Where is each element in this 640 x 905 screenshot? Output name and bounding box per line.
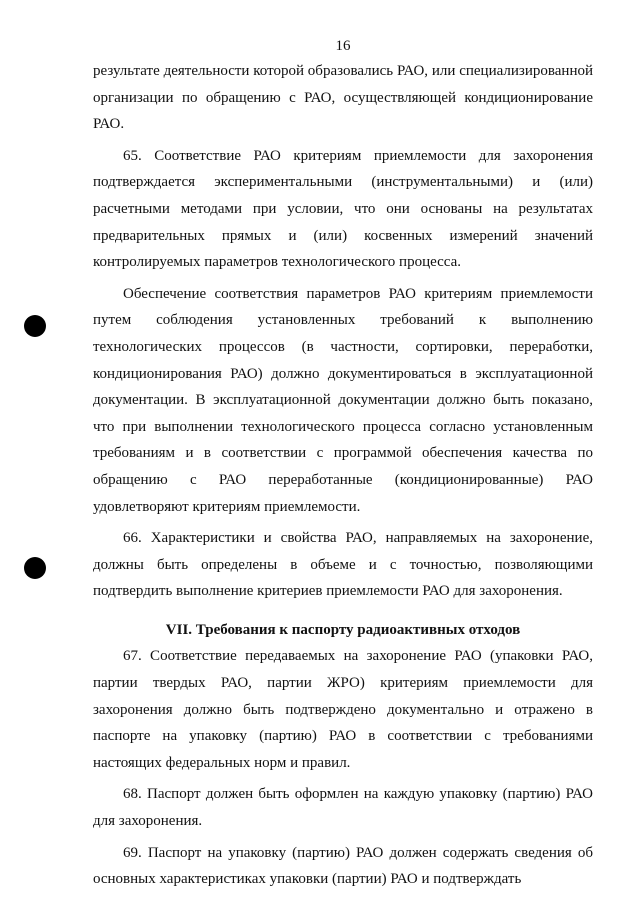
paragraph-67: 67. Соответствие передаваемых на захоронение РАО (упаковки РАО, партии твердых РАО, партии ЖРО) критериям приемлемости для захоронения должно быть подтверждено документально и отражено в паспорте на упаковку (партию) РАО в соответствии с требованиями настоящих федеральных норм и правил. [93,648,593,771]
paragraph-65-continued: Обеспечение соответствия параметров РАО критериям приемлемости путем соблюдения установленных требований к выполнению технологических процессов (в частности, сортировки, переработки, кондиционирования РАО) должно документироваться в эксплуатационной документации. В эксплуатационной документации должно быть показано, что при выполнении технологического процесса согласно установленным требованиям и в соответствии с программой обеспечения качества по обращению с РАО переработанные (кондиционированные) РАО удовлетворяют критериям приемлемости. [93,285,593,515]
paragraph-continuation: результате деятельности которой образовались РАО, или специализированной организации по обращению с РАО, осуществляющей кондиционирование РАО. [93,63,593,133]
punch-hole-mark [24,557,46,579]
section-heading: VII. Требования к паспорту радиоактивных отходов [165,621,521,638]
paragraph-68: 68. Паспорт должен быть оформлен на каждую упаковку (партию) РАО для захоронения. [93,786,593,830]
paragraph-65: 65. Соответствие РАО критериям приемлемости для захоронения подтверждается экспериментальными (инструментальными) и (или) расчетными методами при условии, что они основаны на результатах предварительных прямых и (или) косвенных измерений значений контролируемых параметров технологического процесса. [93,147,593,271]
paragraph-66: 66. Характеристики и свойства РАО, направляемых на захоронение, должны быть определены в объеме и с точностью, позволяющими подтвердить выполнение критериев приемлемости РАО для захоронения. [93,530,593,600]
document-body [93,58,593,898]
paragraph-69: 69. Паспорт на упаковку (партию) РАО должен содержать сведения об основных характеристиках упаковки (партии) РАО и подтверждать [93,844,593,888]
punch-hole-mark [24,315,46,337]
page-number: 16 [335,38,351,54]
